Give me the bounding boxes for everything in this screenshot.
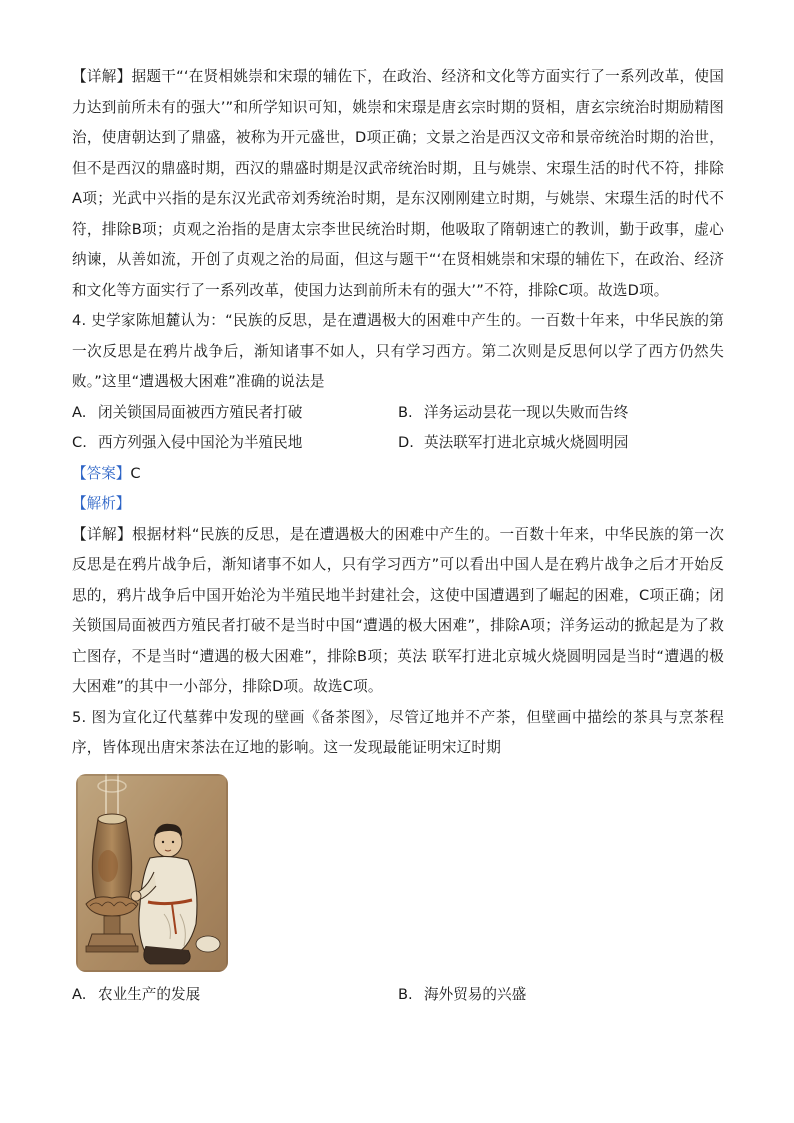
q3-detail-paragraph <box>72 62 724 306</box>
q4-option-a[interactable] <box>72 398 398 429</box>
q3-detail-text: 据题干“‘在贤相姚崇和宋璟的辅佐下，在政治、经济和文化等方面实行了一系列改革，使国力达到前所未有的强大’”和所学知识可知，姚崇和宋璟是唐玄宗时期的贤相，唐玄宗统治时期励精图治，使唐朝达到了鼎盛，被称为开元盛世，D项正确；文景之治是西汉文帝和景帝统治时期的治世，但不是西汉的鼎盛时期，西汉的鼎盛时期是汉武帝统治时期，且与姚崇、宋璟生活的时代不符，排除A项；光武中兴指的是东汉光武帝刘秀统治时期，是东汉刚刚建立时期，与姚崇、宋璟生活的时代不符，排除B项；贞观之治指的是唐太宗李世民统治时期，他吸取了隋朝速亡的教训，勤于政事，虚心纳谏，从善如流，开创了贞观之治的局面，但这与题干“‘在贤相姚崇和宋璟的辅佐下，在政治、经济和文化等方面实行了一系列改革，使国力达到前所未有的强大’”不符，排除C项。故选D项。 <box>72 68 724 299</box>
q4-option-d[interactable] <box>398 428 724 459</box>
q4-detail-text: 根据材料“民族的反思，是在遭遇极大的困难中产生的。一百数十年来，中华民族的第一次反思是在鸦片战争后，渐知诸事不如人，只有学习西方”可以看出中国人是在鸦片战争之后才开始反思的，鸦片战争后中国开始沦为半殖民地半封建社会，这使中国遭遇到了崛起的困难，C项正确；闭关锁国局面被西方殖民者打破不是当时中国“遭遇的极大困难”，排除A项；洋务运动的掀起是为了救亡图存，不是当时“遭遇的极大困难”，排除B项；英法 联军打进北京城火烧圆明园是当时“遭遇的极大困难”的其中一小部分，排除D项。故选C项。 <box>72 525 724 695</box>
q4-analysis-line <box>72 489 724 520</box>
option-letter: B. <box>398 985 413 1003</box>
q4-answer-tag: 【答案】 <box>72 464 131 482</box>
q4-option-b[interactable] <box>398 398 724 429</box>
q4-options <box>72 398 724 459</box>
q5-option-a[interactable] <box>72 980 398 1011</box>
option-text: 西方列强入侵中国沦为半殖民地 <box>98 434 303 451</box>
q4-detail-tag: 【详解】 <box>72 525 132 543</box>
document-page <box>72 62 724 1010</box>
option-text: 海外贸易的兴盛 <box>424 985 527 1003</box>
q4-detail-paragraph <box>72 520 724 703</box>
option-text: 农业生产的发展 <box>98 985 201 1003</box>
q4-stem: 4. 史学家陈旭麓认为：“民族的反思，是在遭遇极大的困难中产生的。一百数十年来，中华民族的第一次反思是在鸦片战争后，渐知诸事不如人，只有学习西方。第二次则是反思何以学了西方仍然失败。”这里“遭遇极大困难”准确的说法是 <box>72 312 724 390</box>
option-letter: A. <box>72 403 87 421</box>
option-letter: D. <box>398 434 414 451</box>
q3-detail-tag: 【详解】 <box>72 68 132 85</box>
q5-options <box>72 980 724 1011</box>
option-letter: C. <box>72 434 87 451</box>
q4-answer-line <box>72 459 724 490</box>
mural-illustration <box>76 774 228 972</box>
servant-robe <box>139 856 197 954</box>
q5-option-b[interactable] <box>398 980 724 1011</box>
option-text: 洋务运动昙花一现以失败而告终 <box>424 403 629 421</box>
option-text: 英法联军打进北京城火烧圆明园 <box>424 434 629 451</box>
option-text: 闭关锁国局面被西方殖民者打破 <box>98 403 303 421</box>
q4-option-c[interactable] <box>72 428 398 459</box>
q4-analysis-tag: 【解析】 <box>72 495 131 512</box>
option-letter: A. <box>72 985 87 1003</box>
q5-stem: 5. 图为宣化辽代墓葬中发现的壁画《备茶图》，尽管辽地并不产茶，但壁画中描绘的茶具与烹茶程序，皆体现出唐宋茶法在辽地的影响。这一发现最能证明宋辽时期 <box>72 708 724 756</box>
q4-answer-value: C <box>130 464 141 482</box>
mural-image <box>76 774 228 972</box>
option-letter: B. <box>398 403 413 421</box>
